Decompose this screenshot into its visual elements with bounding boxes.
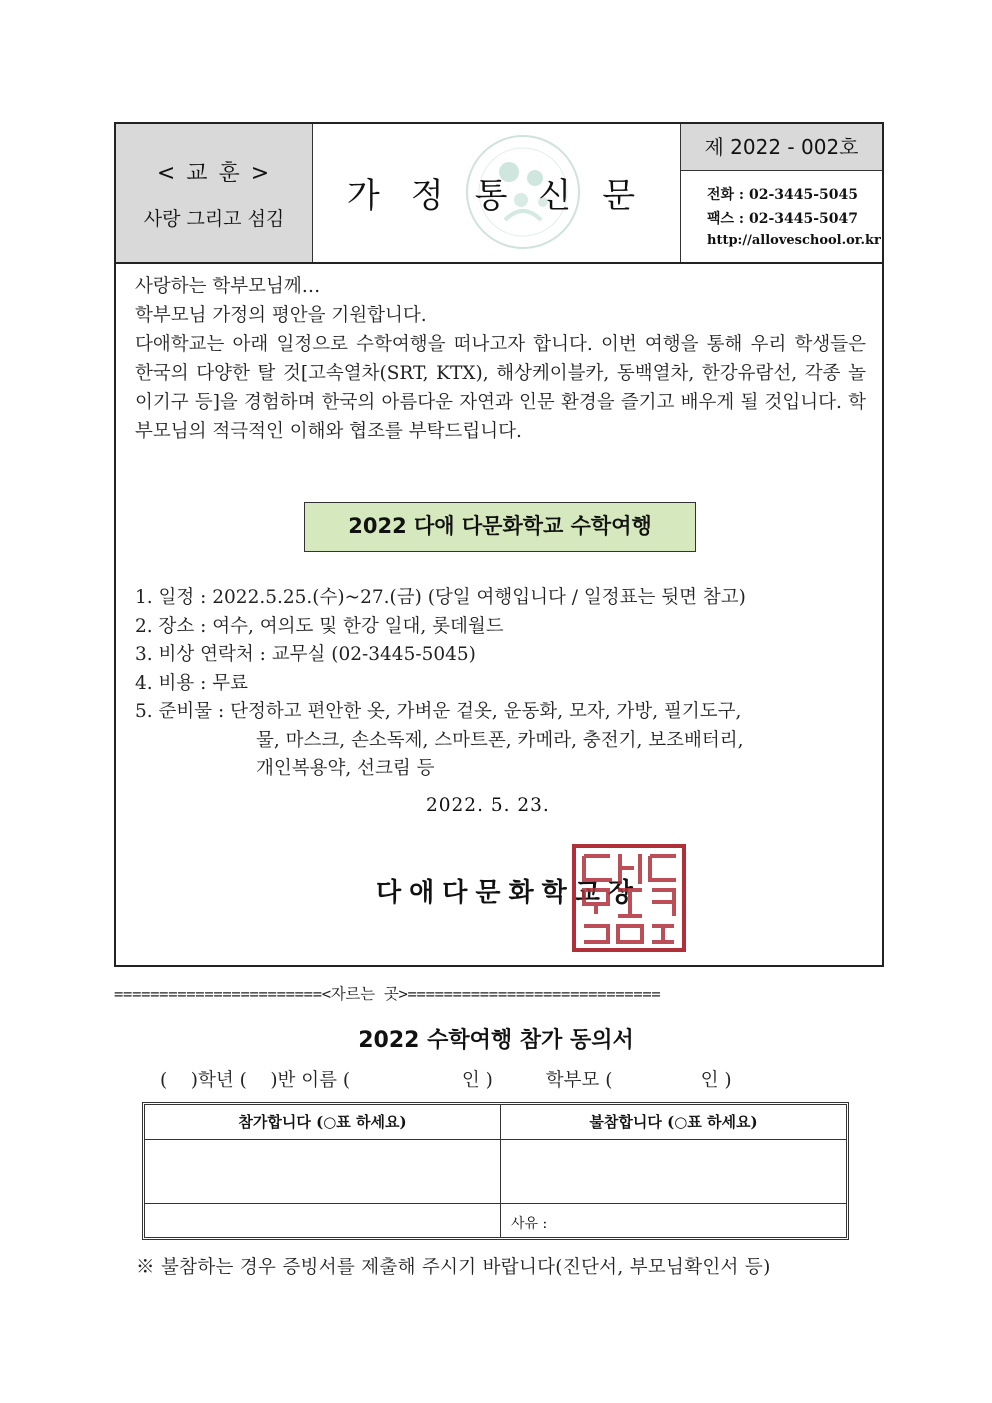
detail-schedule: 1. 일정 : 2022.5.25.(수)~27.(금) (당일 여행입니다 / 일정표는 뒷면 참고)	[135, 587, 746, 608]
principal-signature: 다애다문화학교장	[376, 878, 641, 908]
trip-details	[135, 584, 875, 784]
attend-column-header: 참가합니다 (○표 하세요)	[238, 1113, 407, 1131]
detail-emergency: 3. 비상 연락처 : 교무실 (02-3445-5045)	[135, 644, 476, 665]
school-motto	[116, 124, 313, 262]
family-notice	[114, 122, 884, 967]
motto-text: 사랑 그리고 섬김	[143, 208, 285, 230]
detail-supplies: 5. 준비물 : 단정하고 편안한 옷, 가벼운 겉옷, 운동화, 모자, 가방, 필기도구,	[135, 701, 742, 722]
detail-supplies-cont2: 개인복용약, 선크림 등	[256, 758, 435, 779]
detail-cost: 4. 비용 : 무료	[135, 672, 249, 694]
cut-line: =======================<자르는 곳>============================	[114, 985, 661, 1003]
absent-mark-cell[interactable]	[501, 1140, 846, 1203]
detail-supplies-cont: 물, 마스크, 손소독제, 스마트폰, 카메라, 충전기, 보조배터리,	[256, 729, 744, 751]
document-title: 가정통신문	[346, 176, 667, 216]
detail-place: 2. 장소 : 여수, 여의도 및 한강 일대, 롯데월드	[135, 615, 504, 637]
wish: 학부모님 가정의 평안을 기원합니다.	[135, 305, 427, 326]
consent-table	[142, 1102, 849, 1240]
motto-title: < 교 훈 >	[156, 161, 272, 186]
footnote: ※ 불참하는 경우 증빙서를 제출해 주시기 바랍니다(진단서, 부모님확인서 등)	[136, 1257, 771, 1278]
issue-date: 2022. 5. 23.	[426, 795, 550, 816]
consent-title: 2022 수학여행 참가 동의서	[358, 1028, 634, 1053]
absent-column-header: 불참합니다 (○표 하세요)	[589, 1113, 758, 1131]
document-number: 제 2022 - 002호	[681, 124, 882, 171]
trip-title-box: 2022 다애 다문화학교 수학여행	[304, 502, 696, 552]
phone-number: 전화 : 02-3445-5045	[707, 187, 858, 203]
letter-paragraph: 다애학교는 아래 일정으로 수학여행을 떠나고자 합니다. 이번 여행을 통해 우리 학생들은 한국의 다양한 탈 것[고속열차(SRT, KTX), 해상케이블카, 동백열차, 한강유람선, 각종 놀이기구 등]을 경험하며 한국의 아름다운 자연과 인문 환경을 즐기고 배우게 될 것입니다. 학부모님의 적극적인 이해와 협조를 부탁드립니다.	[135, 334, 866, 442]
title-cell	[313, 124, 681, 262]
greeting: 사랑하는 학부모님께…	[135, 276, 321, 297]
fax-number: 팩스 : 02-3445-5047	[707, 211, 858, 227]
letter-body	[135, 272, 866, 446]
notice-header	[116, 124, 882, 264]
info-cell	[681, 124, 882, 262]
principal-seal-icon	[570, 842, 688, 954]
absence-reason-label: 사유 :	[511, 1216, 548, 1232]
attend-mark-cell[interactable]	[145, 1140, 500, 1203]
consent-fields[interactable]: ( )학년 ( )반 이름 ( 인 ) 학부모 ( 인 )	[160, 1070, 732, 1091]
absence-reason-field[interactable]	[555, 1204, 845, 1236]
website-link[interactable]: http://alloveschool.or.kr	[707, 233, 881, 248]
